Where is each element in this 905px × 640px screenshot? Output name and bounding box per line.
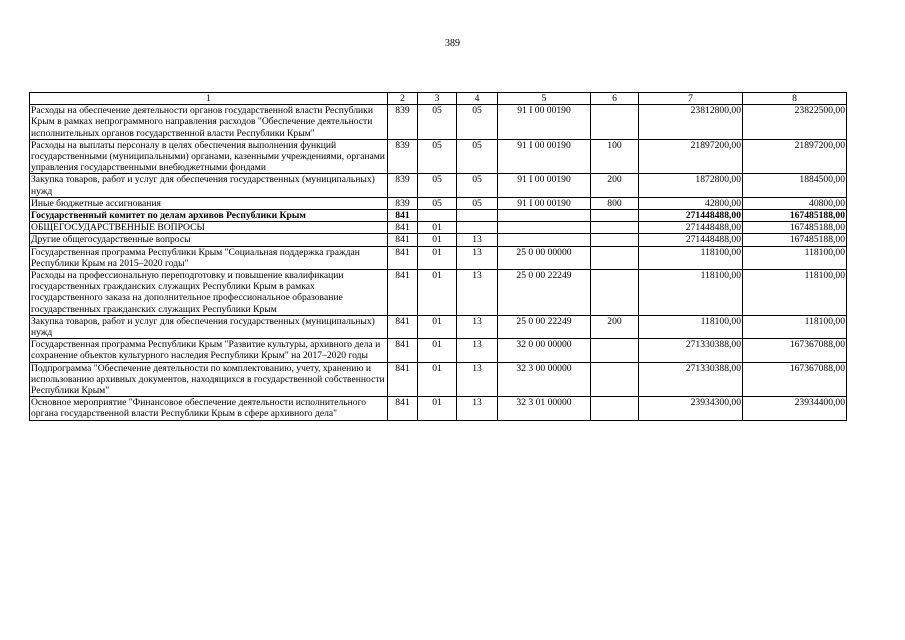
row-amount-2019-cell: 271448488,00 [639, 234, 743, 246]
row-subsection-cell: 13 [457, 339, 498, 362]
row-admin-code-cell: 841 [388, 246, 418, 269]
row-admin-code-cell: 841 [388, 339, 418, 362]
row-admin-code-cell: 841 [388, 315, 418, 338]
table-row [30, 397, 847, 420]
header-cell: 7 [639, 93, 743, 105]
header-cell: 8 [743, 93, 847, 105]
row-admin-code-cell: 841 [388, 362, 418, 397]
table-row [30, 362, 847, 397]
row-subsection-cell: 05 [457, 139, 498, 174]
row-name-cell: ОБЩЕГОСУДАРСТВЕННЫЕ ВОПРОСЫ [30, 222, 388, 234]
header-cell: 2 [388, 93, 418, 105]
row-target-article-cell: 25 0 00 22249 [498, 270, 591, 316]
table-header-row [30, 93, 847, 105]
row-expense-type-cell: 100 [591, 139, 639, 174]
row-amount-2019-cell: 23934300,00 [639, 397, 743, 420]
row-amount-2020-cell: 118100,00 [743, 315, 847, 338]
row-subsection-cell: 13 [457, 362, 498, 397]
table-row [30, 105, 847, 140]
row-expense-type-cell [591, 105, 639, 140]
row-section-cell: 05 [418, 139, 457, 174]
row-amount-2019-cell: 271330388,00 [639, 362, 743, 397]
table-row [30, 234, 847, 246]
row-subsection-cell: 13 [457, 315, 498, 338]
row-target-article-cell: 32 3 00 00000 [498, 362, 591, 397]
row-subsection-cell [457, 222, 498, 234]
row-subsection-cell: 05 [457, 105, 498, 140]
row-amount-2020-cell: 118100,00 [743, 246, 847, 269]
row-target-article-cell [498, 222, 591, 234]
table-row [30, 174, 847, 197]
row-section-cell: 01 [418, 222, 457, 234]
row-section-cell: 01 [418, 339, 457, 362]
row-expense-type-cell: 200 [591, 315, 639, 338]
row-amount-2020-cell: 167485188,00 [743, 210, 847, 222]
row-name-cell: Государственная программа Республики Крым "Социальная поддержка граждан Республики Крым на 2015–2020 годы" [30, 246, 388, 269]
row-amount-2020-cell: 118100,00 [743, 270, 847, 316]
table-row [30, 246, 847, 269]
budget-table [29, 92, 847, 421]
row-expense-type-cell [591, 234, 639, 246]
row-target-article-cell [498, 234, 591, 246]
row-admin-code-cell: 839 [388, 105, 418, 140]
row-target-article-cell: 32 0 00 00000 [498, 339, 591, 362]
row-amount-2019-cell: 118100,00 [639, 315, 743, 338]
row-admin-code-cell: 841 [388, 210, 418, 222]
row-section-cell: 01 [418, 397, 457, 420]
row-name-cell: Закупка товаров, работ и услуг для обеспечения государственных (муниципальных) нужд [30, 315, 388, 338]
row-section-cell: 01 [418, 246, 457, 269]
row-section-cell: 01 [418, 270, 457, 316]
table-row [30, 210, 847, 222]
row-expense-type-cell [591, 210, 639, 222]
row-admin-code-cell: 839 [388, 139, 418, 174]
table-row [30, 315, 847, 338]
row-expense-type-cell [591, 270, 639, 316]
row-subsection-cell [457, 210, 498, 222]
row-amount-2019-cell: 23812800,00 [639, 105, 743, 140]
header-cell: 6 [591, 93, 639, 105]
header-cell: 3 [418, 93, 457, 105]
row-expense-type-cell [591, 362, 639, 397]
row-target-article-cell [498, 210, 591, 222]
row-admin-code-cell: 841 [388, 234, 418, 246]
row-amount-2020-cell: 167485188,00 [743, 234, 847, 246]
row-admin-code-cell: 839 [388, 197, 418, 209]
row-target-article-cell: 25 0 00 22249 [498, 315, 591, 338]
table-row [30, 197, 847, 209]
row-section-cell [418, 210, 457, 222]
row-name-cell: Расходы на профессиональную переподготовку и повышение квалификации государственных гражданских служащих Республики Крым в рамках государственного заказа на дополнительное профессиональное образование государственных гражданских служащих Республики Крым [30, 270, 388, 316]
row-amount-2019-cell: 21897200,00 [639, 139, 743, 174]
row-amount-2019-cell: 118100,00 [639, 246, 743, 269]
row-amount-2020-cell: 167485188,00 [743, 222, 847, 234]
row-target-article-cell: 91 I 00 00190 [498, 139, 591, 174]
table-row [30, 222, 847, 234]
row-subsection-cell: 05 [457, 197, 498, 209]
row-target-article-cell: 32 3 01 00000 [498, 397, 591, 420]
row-admin-code-cell: 841 [388, 397, 418, 420]
row-subsection-cell: 05 [457, 174, 498, 197]
row-section-cell: 01 [418, 234, 457, 246]
row-admin-code-cell: 841 [388, 222, 418, 234]
row-subsection-cell: 13 [457, 270, 498, 316]
row-amount-2020-cell: 1884500,00 [743, 174, 847, 197]
header-cell: 4 [457, 93, 498, 105]
row-section-cell: 05 [418, 174, 457, 197]
page-number: 389 [445, 38, 460, 49]
row-subsection-cell: 13 [457, 246, 498, 269]
row-target-article-cell: 91 I 00 00190 [498, 174, 591, 197]
row-target-article-cell: 91 I 00 00190 [498, 197, 591, 209]
row-name-cell: Другие общегосударственные вопросы [30, 234, 388, 246]
table-row [30, 270, 847, 316]
row-amount-2019-cell: 118100,00 [639, 270, 743, 316]
row-amount-2019-cell: 271448488,00 [639, 222, 743, 234]
row-amount-2019-cell: 271448488,00 [639, 210, 743, 222]
row-target-article-cell: 91 I 00 00190 [498, 105, 591, 140]
row-name-cell: Расходы на обеспечение деятельности органов государственной власти Республики Крым в рамках непрограммного направления расходов "Обеспечение деятельности исполнительных органов государственной власти Республики Крым" [30, 105, 388, 140]
row-amount-2020-cell: 23822500,00 [743, 105, 847, 140]
row-expense-type-cell: 200 [591, 174, 639, 197]
row-name-cell: Основное мероприятие "Финансовое обеспечение деятельности исполнительного органа государственной власти Республики Крым в сфере архивного дела" [30, 397, 388, 420]
row-section-cell: 05 [418, 197, 457, 209]
row-name-cell: Иные бюджетные ассигнования [30, 197, 388, 209]
row-expense-type-cell [591, 397, 639, 420]
row-name-cell: Закупка товаров, работ и услуг для обеспечения государственных (муниципальных) нужд [30, 174, 388, 197]
table-body [30, 93, 847, 421]
row-amount-2020-cell: 23934400,00 [743, 397, 847, 420]
row-amount-2020-cell: 167367088,00 [743, 362, 847, 397]
row-amount-2020-cell: 167367088,00 [743, 339, 847, 362]
row-section-cell: 05 [418, 105, 457, 140]
row-amount-2019-cell: 1872800,00 [639, 174, 743, 197]
row-target-article-cell: 25 0 00 00000 [498, 246, 591, 269]
row-name-cell: Государственный комитет по делам архивов Республики Крым [30, 210, 388, 222]
row-expense-type-cell [591, 246, 639, 269]
row-name-cell: Государственная программа Республики Крым "Развитие культуры, архивного дела и сохранение объектов культурного наследия Республики Крым" на 2017–2020 годы [30, 339, 388, 362]
row-amount-2020-cell: 21897200,00 [743, 139, 847, 174]
table-row [30, 139, 847, 174]
row-amount-2020-cell: 40800,00 [743, 197, 847, 209]
row-section-cell: 01 [418, 362, 457, 397]
row-admin-code-cell: 839 [388, 174, 418, 197]
row-amount-2019-cell: 271330388,00 [639, 339, 743, 362]
row-name-cell: Подпрограмма "Обеспечение деятельности по комплектованию, учету, хранению и использованию архивных документов, находящихся в государственной собственности Республики Крым" [30, 362, 388, 397]
row-subsection-cell: 13 [457, 234, 498, 246]
table-row [30, 339, 847, 362]
row-subsection-cell: 13 [457, 397, 498, 420]
row-amount-2019-cell: 42800,00 [639, 197, 743, 209]
header-cell: 1 [30, 93, 388, 105]
row-section-cell: 01 [418, 315, 457, 338]
row-name-cell: Расходы на выплаты персоналу в целях обеспечения выполнения функций государственными (муниципальными) органами, казенными учреждениями, органами управления государственными внебюджетными фондами [30, 139, 388, 174]
header-cell: 5 [498, 93, 591, 105]
row-expense-type-cell: 800 [591, 197, 639, 209]
row-admin-code-cell: 841 [388, 270, 418, 316]
row-expense-type-cell [591, 339, 639, 362]
row-expense-type-cell [591, 222, 639, 234]
